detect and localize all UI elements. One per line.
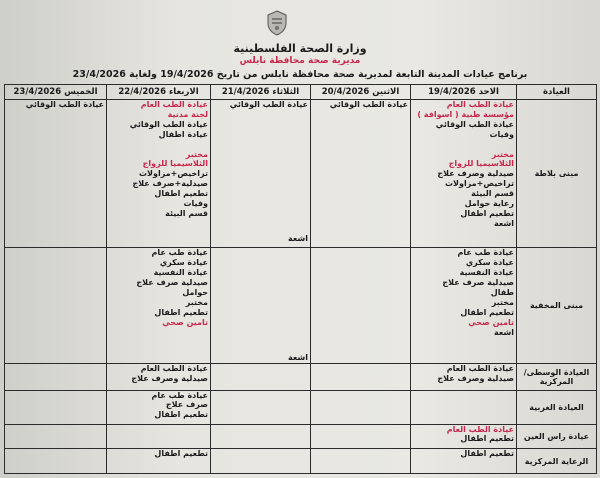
cell-rasalein-wednesday <box>107 424 211 449</box>
table-row-central <box>5 363 597 390</box>
service-line: عيادة الطب العام <box>446 424 514 434</box>
service-line: اشعة <box>288 352 308 362</box>
cell-markaziya-thursday <box>5 449 107 474</box>
cell-makhfiya-monday <box>311 248 411 363</box>
service-line: تطعيم اطفال <box>154 307 208 317</box>
service-line: تراخيص+مزاولات <box>444 179 514 189</box>
service-line: صيدلية وصرف علاج <box>437 373 514 383</box>
header-wednesday: الاربعاء 22/4/2026 <box>107 85 211 100</box>
service-line: الثلاسيميا للزواج <box>448 159 514 169</box>
service-line: عيادة الطب العام <box>446 363 514 373</box>
service-line: عيادة سكري <box>465 258 514 268</box>
service-line: اشعة <box>494 327 514 337</box>
service-line: اشعة <box>288 234 308 244</box>
service-line: عيادة الطب العام <box>446 100 514 109</box>
ministry-title: وزارة الصحة الفلسطينية <box>233 42 367 55</box>
cell-makhfiya-sunday <box>411 248 517 363</box>
service-line: صرف علاج <box>165 400 208 410</box>
cell-markaziya-wednesday <box>107 449 211 474</box>
service-line: مختبر <box>185 297 208 307</box>
service-line: عيادة طب عام <box>151 390 208 400</box>
cell-rasalein-monday <box>311 424 411 449</box>
cell-rasalein-tuesday <box>211 424 311 449</box>
cell-balata-tuesday <box>211 100 311 248</box>
cell-makhfiya-thursday <box>5 248 107 363</box>
clinic-name-western: العيادة الغربية <box>517 390 597 424</box>
service-line: رعاية حوامل <box>464 199 514 209</box>
cell-central-monday <box>311 363 411 390</box>
service-line: تطعيم اطفال <box>460 434 514 444</box>
service-line: وفيات <box>183 199 208 209</box>
cell-balata-thursday <box>5 100 107 248</box>
header-tuesday: الثلاثاء 21/4/2026 <box>211 85 311 100</box>
clinic-name-balata: مبنى بلاطة <box>517 100 597 248</box>
clinic-name-rasalein: عيادة راس العين <box>517 424 597 449</box>
service-line: صيدلية صرف علاج <box>136 278 208 288</box>
service-line: صيدلية+صرف علاج <box>132 179 208 189</box>
service-line: عيادة طب عام <box>457 248 514 258</box>
service-line: الثلاسيميا للزواج <box>142 159 208 169</box>
service-line: طفال <box>490 287 514 297</box>
header-sunday: الاحد 19/4/2026 <box>411 85 517 100</box>
cell-central-wednesday <box>107 363 211 390</box>
service-line <box>413 140 514 150</box>
service-line: عيادة الطب الوقائي <box>129 119 208 129</box>
service-line: مختبر <box>491 149 514 159</box>
cell-makhfiya-tuesday <box>211 248 311 363</box>
service-line: اشعة <box>494 218 514 228</box>
service-line: تامين صحي <box>162 317 208 327</box>
table-row-balata <box>5 100 597 248</box>
service-line: عيادة الطب العام <box>140 363 208 373</box>
service-line: وفيات <box>489 129 514 139</box>
cell-rasalein-sunday <box>411 424 517 449</box>
table-row-rasalein <box>5 424 597 449</box>
service-line: مختبر <box>185 149 208 159</box>
cell-central-sunday <box>411 363 517 390</box>
service-line: تطعيم اطفال <box>460 449 514 459</box>
header-thursday: الخميس 23/4/2026 <box>5 85 107 100</box>
ministry-emblem-icon <box>265 10 289 36</box>
schedule-table <box>4 84 597 474</box>
directorate-title: مديرية صحة محافظة نابلس <box>239 56 361 66</box>
service-line: صيدلية وصرف علاج <box>131 373 208 383</box>
clinic-name-makhfiya: مبنى المخفية <box>517 248 597 363</box>
service-line: عيادة النفسية <box>459 268 514 278</box>
cell-balata-sunday <box>411 100 517 248</box>
service-line: عيادة الطب العام <box>140 100 208 109</box>
cell-western-tuesday <box>211 390 311 424</box>
service-line: تامين صحي <box>468 317 514 327</box>
service-line: قسم البيئة <box>471 189 514 199</box>
program-title: برنامج عيادات المدينة التابعة لمديرية صحة محافظة نابلس من تاريخ 19/4/2026 ولغاية 23/4/2026 <box>72 69 528 80</box>
service-line: عيادة الطب الوقائي <box>229 100 308 109</box>
service-line: تطعيم اطفال <box>460 208 514 218</box>
table-row-makhfiya <box>5 248 597 363</box>
service-line: تطعيم اطفال <box>460 307 514 317</box>
cell-makhfiya-wednesday <box>107 248 211 363</box>
service-line: صيدلية وصرف علاج <box>437 169 514 179</box>
cell-rasalein-thursday <box>5 424 107 449</box>
clinic-name-markaziya: الرعاية المركزية <box>517 449 597 474</box>
service-line: مؤسسة طبية ( اسوافة ) <box>417 109 514 119</box>
cell-markaziya-monday <box>311 449 411 474</box>
service-line: عيادة اطفال <box>158 129 208 139</box>
cell-balata-monday <box>311 100 411 248</box>
cell-central-thursday <box>5 363 107 390</box>
service-line: عيادة الطب الوقائي <box>435 119 514 129</box>
cell-western-sunday <box>411 390 517 424</box>
cell-central-tuesday <box>211 363 311 390</box>
service-line: عيادة الطب الوقائي <box>25 100 104 109</box>
service-line: تطعيم اطفال <box>154 449 208 459</box>
service-line: صيدلية صرف علاج <box>442 278 514 288</box>
table-row-western <box>5 390 597 424</box>
service-line: مختبر <box>491 297 514 307</box>
service-line <box>109 140 208 150</box>
service-line: عيادة طب عام <box>151 248 208 258</box>
document-header <box>0 6 600 82</box>
service-line: عيادة سكري <box>159 258 208 268</box>
service-line: حوامل <box>182 287 208 297</box>
service-line: قسم البيئة <box>165 208 208 218</box>
service-line: لجنة مدنية <box>167 109 208 119</box>
table-row-markaziya <box>5 449 597 474</box>
cell-markaziya-sunday <box>411 449 517 474</box>
header-clinic: العيادة <box>517 85 597 100</box>
service-line: عيادة النفسية <box>153 268 208 278</box>
cell-western-wednesday <box>107 390 211 424</box>
cell-western-thursday <box>5 390 107 424</box>
header-monday: الاثنين 20/4/2026 <box>311 85 411 100</box>
service-line: تطعيم اطفال <box>154 410 208 420</box>
service-line: عيادة الطب الوقائي <box>329 100 408 109</box>
cell-western-monday <box>311 390 411 424</box>
clinic-name-central: العيادة الوسطى/المركزية <box>517 363 597 390</box>
cell-balata-wednesday <box>107 100 211 248</box>
table-header-row <box>5 85 597 100</box>
cell-markaziya-tuesday <box>211 449 311 474</box>
service-line: تطعيم اطفال <box>154 189 208 199</box>
service-line: تراخيص+مزاولات <box>138 169 208 179</box>
